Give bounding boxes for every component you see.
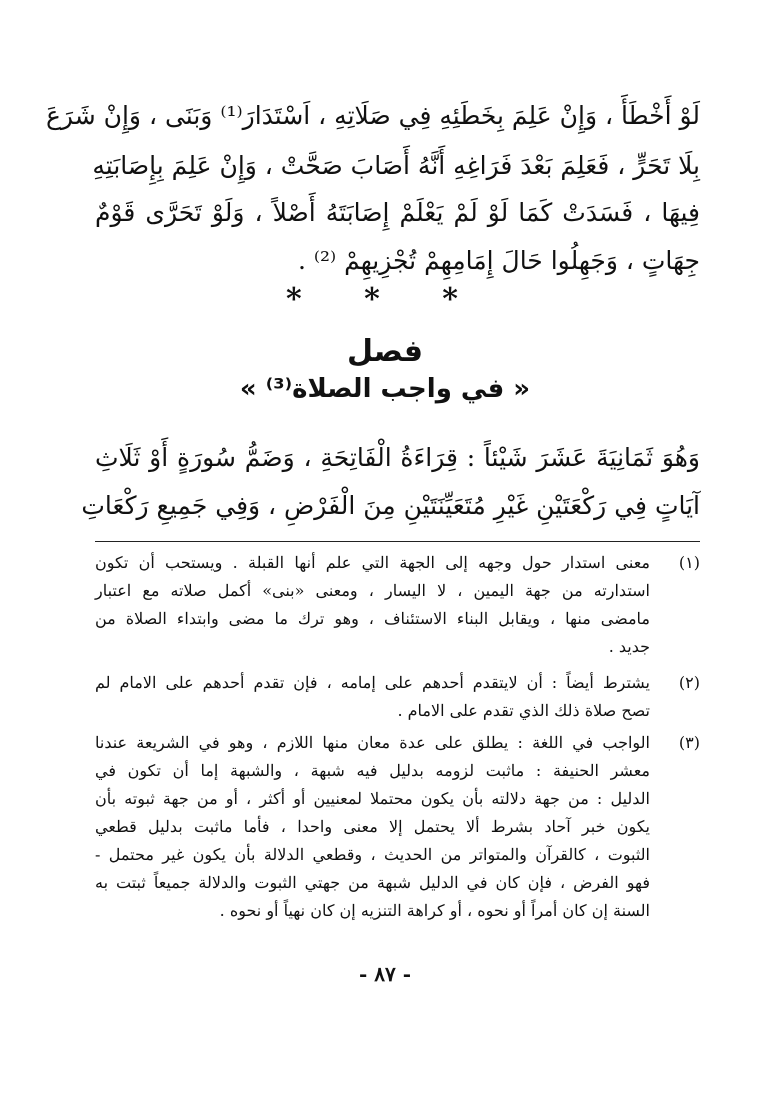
main-text-line-1: لَوْ أَخْطَأَ ، وَإِنْ عَلِمَ بِخَطَئِهِ فِي صَلَاتِهِ ، اَسْتَدَارَ⁽¹⁾ وَبَنَى ، وَإِنْ شَرَعَ <box>46 101 700 130</box>
footnote-line: يكون خبر آحاد بشرط ألا يحتمل إلا معنى واحدا ، فأما ماثبت بدليل قطعي <box>95 817 650 836</box>
footnote-number: (٣) <box>678 733 700 752</box>
footnote-line: الدليل : من جهة دلالته بأن يكون محتملا لمعنيين أو أكثر ، أو من جهة ثبوته بأن <box>95 789 650 808</box>
footnote-line: مامضى منها ، ويقابل البناء الاستئناف ، وهو ترك ما مضى وابتداء الصلاة من <box>95 609 651 628</box>
main-text-line-3: فِيهَا ، فَسَدَتْ كَمَا لَوْ لَمْ يَعْلَمْ إِصَابَتَهُ أَصْلاً ، وَلَوْ تَحَرَّى قَوْمٌ <box>95 198 700 227</box>
footnote-number: (١) <box>678 553 700 572</box>
footnote-line: معنى استدار حول وجهه إلى الجهة التي علم أنها القبلة . ويستحب أن تكون <box>95 553 650 572</box>
main-text-line-4: جِهَاتٍ ، وَجَهِلُوا حَالَ إِمَامِهِمْ تُجْزِيهِمْ ⁽²⁾ . <box>297 246 700 275</box>
footnote-3 <box>95 729 700 925</box>
footnote-line: فهو الفرض ، فإن كان في الدليل شبهة من جهتي الثبوت والدلالة جميعاً ثبتت به <box>95 873 650 892</box>
footnote-line: جديد . <box>608 637 650 656</box>
footnote-line: يشترط أيضاً : أن لايتقدم أحدهم على إمامه ، فإن تقدم أحدهم على الامام لم <box>95 673 650 692</box>
footnote-line: تصح صلاة ذلك الذي تقدم على الامام . <box>397 701 650 720</box>
main-text-line-2: بِلَا تَحَرٍّ ، فَعَلِمَ بَعْدَ فَرَاغِهِ أَنَّهُ أَصَابَ صَحَّتْ ، وَإِنْ عَلِمَ بِإِصَابَتِهِ <box>92 151 700 180</box>
section-text-line-2: آيَاتٍ فِي رَكْعَتَيْنِ غَيْرِ مُتَعَيِّنَتَيْنِ مِنَ الْفَرْضِ ، وَفِي جَمِيعِ رَكْعَاتِ <box>81 491 700 520</box>
footnote-line: استدارته من جهة اليمين ، لا اليسار ، ومعنى «بنى» أكمل صلاته مع اعتبار <box>95 581 650 600</box>
footnote-1 <box>95 549 700 661</box>
section-subtitle: « في واجب الصلاة⁽³⁾ » <box>239 374 531 404</box>
footnote-line: الواجب في اللغة : يطلق على عدة معان منها اللازم ، وهو في الشريعة عندنا <box>95 733 650 752</box>
page-number: - ٨٧ - <box>358 962 411 986</box>
footnote-line: الثبوت ، كالقرآن والمتواتر من الحديث ، وقطعي الدلالة بأن يكون غير محتمل - <box>95 845 650 864</box>
footnote-line: السنة إن كان أمراً أو نحوه ، أو كراهة التنزيه إن كان نهياً أو نحوه . <box>219 901 650 920</box>
section-separator: * * * <box>286 282 484 317</box>
footnote-line: معشر الحنيفة : ماثبت لزومه بدليل فيه شبهة ، والشبهة إما أن تكون في <box>95 761 650 780</box>
section-text-line-1: وَهُوَ ثَمَانِيَةَ عَشَرَ شَيْئاً : قِرَاءَةُ الْفَاتِحَةِ ، وَضَمُّ سُورَةٍ أَوْ ثَلَاثِ <box>95 443 700 472</box>
footnote-divider <box>95 541 700 542</box>
footnote-2 <box>95 669 700 725</box>
section-title: فصل <box>347 334 423 369</box>
footnote-number: (٢) <box>678 673 700 692</box>
